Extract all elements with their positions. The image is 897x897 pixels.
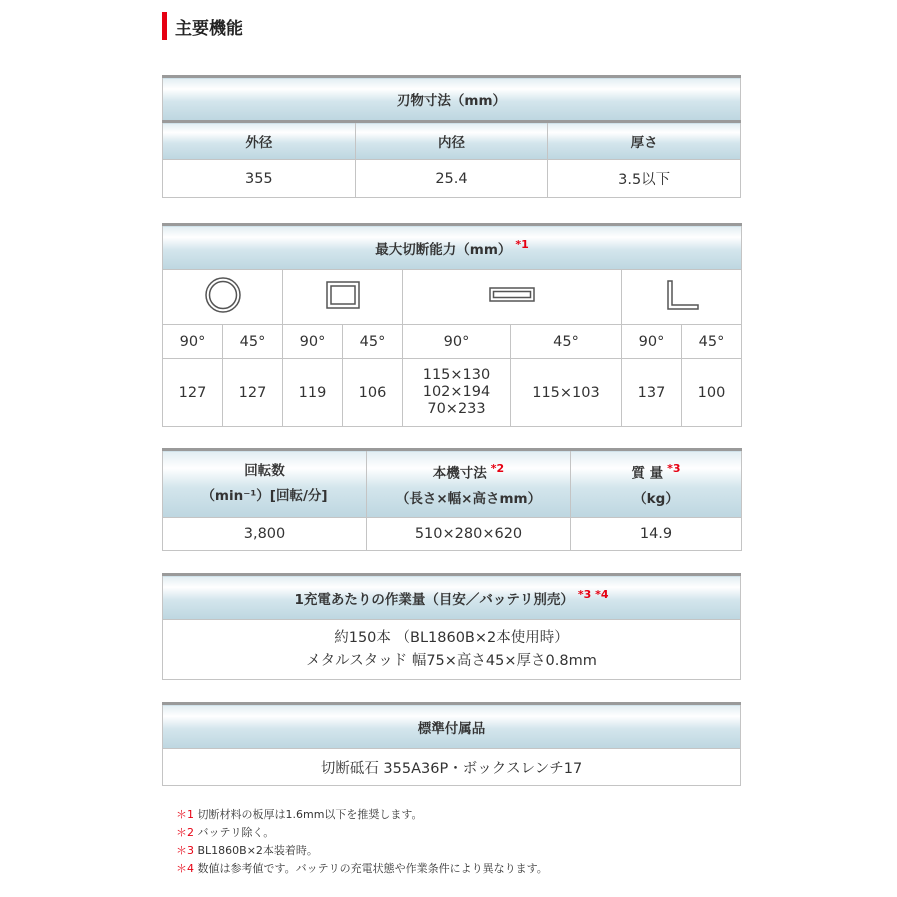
rpm-value: 3,800 bbox=[163, 518, 367, 551]
blade-size-header: 刃物寸法（mm） bbox=[163, 77, 741, 122]
blade-size-table bbox=[162, 75, 741, 198]
footnotes bbox=[176, 806, 548, 878]
thickness-value: 3.5以下 bbox=[548, 160, 741, 198]
work-per-charge-values bbox=[163, 620, 741, 680]
work-line-1: 約150本 （BL1860B×2本使用時） bbox=[334, 629, 569, 646]
note-mark: *1 bbox=[515, 238, 529, 251]
footnote: ＊1 切断材料の板厚は1.6mm以下を推奨します。 bbox=[176, 808, 423, 821]
round-90-value: 127 bbox=[163, 359, 223, 427]
note-mark: *2 bbox=[490, 462, 505, 476]
section-heading bbox=[162, 12, 243, 40]
square-pipe-icon bbox=[325, 280, 361, 310]
angle-label: 45° bbox=[223, 325, 283, 359]
angle-label: 90° bbox=[163, 325, 223, 359]
round-45-value: 127 bbox=[223, 359, 283, 427]
page-title: 主要機能 bbox=[175, 18, 243, 39]
square-90-value: 119 bbox=[283, 359, 343, 427]
angle-steel-90-value: 137 bbox=[622, 359, 682, 427]
accessories-table bbox=[162, 702, 741, 786]
work-per-charge-header: 1充電あたりの作業量（目安／バッテリ別売） $^{*3 *4}$ bbox=[163, 575, 741, 620]
weight-header: 質 量 $^{*3}$ （kg） bbox=[571, 450, 742, 518]
round-pipe-cell bbox=[163, 270, 283, 325]
work-per-charge-table bbox=[162, 573, 741, 680]
square-pipe-cell bbox=[283, 270, 403, 325]
inner-diameter-value: 25.4 bbox=[355, 160, 548, 198]
flat-pipe-cell bbox=[403, 270, 622, 325]
flat-90-value: 70×233 bbox=[427, 401, 486, 417]
work-line-2: メタルスタッド 幅75×高さ45×厚さ0.8mm bbox=[306, 652, 597, 669]
flat-90-values bbox=[403, 359, 511, 427]
flat-90-value: 102×194 bbox=[422, 384, 491, 400]
machine-spec-table bbox=[162, 448, 742, 551]
note-mark: *3 bbox=[667, 462, 681, 476]
angle-label: 90° bbox=[622, 325, 682, 359]
angle-steel-cell bbox=[622, 270, 742, 325]
outer-diameter-value: 355 bbox=[163, 160, 356, 198]
weight-value: 14.9 bbox=[571, 518, 742, 551]
flat-90-value: 115×130 bbox=[422, 367, 491, 383]
accessories-value: 切断砥石 355A36P・ボックスレンチ17 bbox=[163, 749, 741, 786]
flat-pipe-icon bbox=[488, 286, 536, 304]
rpm-header: 回転数 （min⁻¹）[回転/分] bbox=[163, 450, 367, 518]
flat-45-value: 115×103 bbox=[511, 359, 622, 427]
footnote: ＊4 数値は参考値です。バッテリの充電状態や作業条件により異なります。 bbox=[176, 862, 548, 875]
footnote: ＊3 BL1860B×2本装着時。 bbox=[176, 844, 318, 857]
round-pipe-icon bbox=[203, 275, 243, 315]
angle-label: 90° bbox=[403, 325, 511, 359]
cutting-capacity-table bbox=[162, 223, 742, 427]
angle-label: 90° bbox=[283, 325, 343, 359]
col-inner-diameter: 内径 bbox=[355, 122, 548, 160]
col-thickness: 厚さ bbox=[548, 122, 741, 160]
square-45-value: 106 bbox=[343, 359, 403, 427]
angle-label: 45° bbox=[682, 325, 742, 359]
note-mark: *3 *4 bbox=[577, 588, 609, 601]
col-outer-diameter: 外径 bbox=[163, 122, 356, 160]
machine-size-value: 510×280×620 bbox=[367, 518, 571, 551]
footnote: ＊2 バッテリ除く。 bbox=[176, 826, 275, 839]
cutting-capacity-header: 最大切断能力（mm） $^{*1}$ bbox=[163, 225, 742, 270]
machine-size-header: 本機寸法 $^{*2}$ （長さ×幅×高さmm） bbox=[367, 450, 571, 518]
heading-accent-bar bbox=[162, 12, 167, 40]
angle-label: 45° bbox=[343, 325, 403, 359]
angle-label: 45° bbox=[511, 325, 622, 359]
accessories-header: 標準付属品 bbox=[163, 704, 741, 749]
angle-steel-icon bbox=[662, 278, 702, 312]
angle-steel-45-value: 100 bbox=[682, 359, 742, 427]
